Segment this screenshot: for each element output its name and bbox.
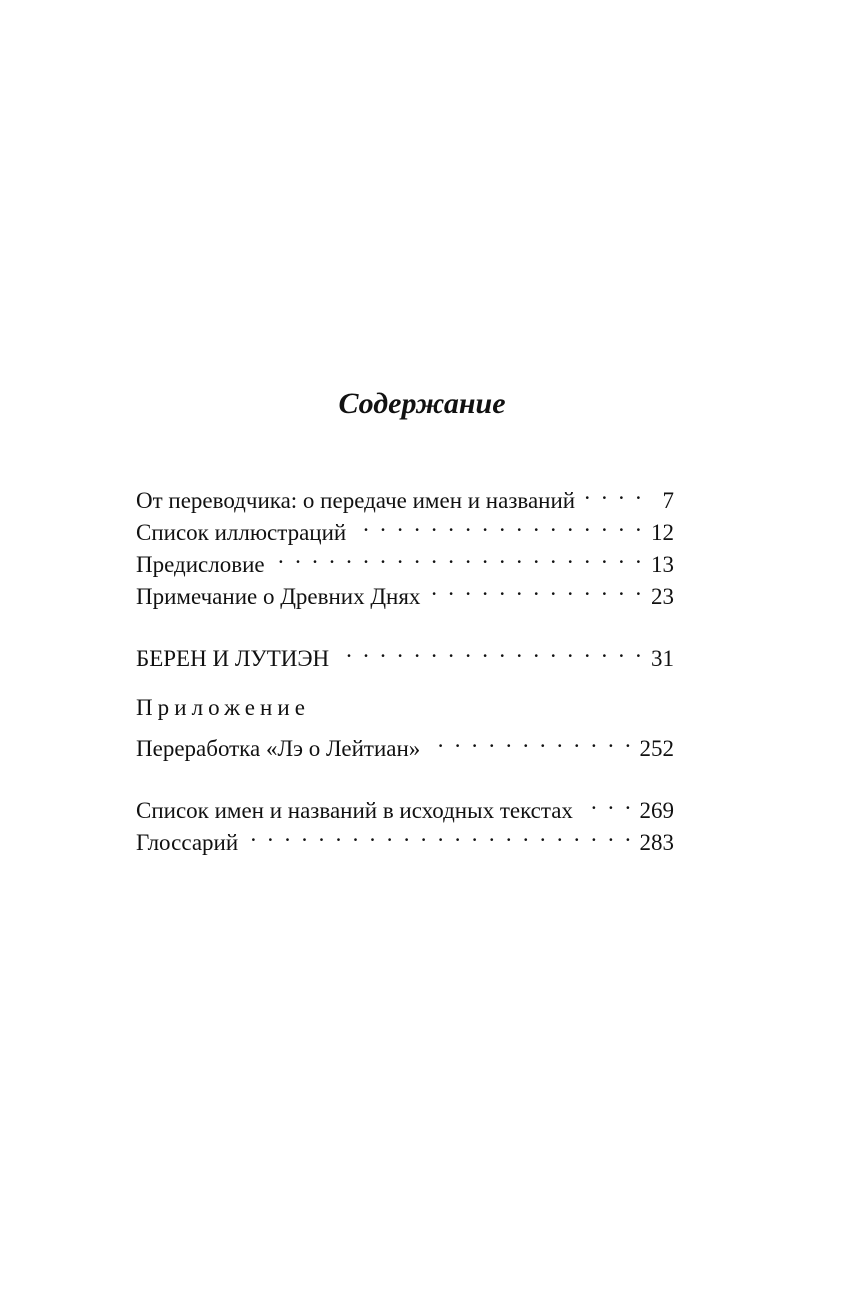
- dot-leader: [426, 724, 633, 756]
- toc-entry-page: 283: [639, 830, 674, 855]
- dot-leader: [426, 572, 644, 604]
- toc-entry-label: Примечание о Древних Днях: [136, 584, 421, 609]
- toc-entry-label: Список имен и названий в исходных текстах: [136, 798, 573, 823]
- page-title: Содержание: [338, 387, 506, 420]
- toc-entry-label: Список иллюстраций: [136, 520, 347, 545]
- toc-main-text: [136, 634, 674, 671]
- dot-leader: [581, 476, 644, 508]
- toc-entry-page: 23: [651, 584, 674, 609]
- toc-entry-lay-of-leithian: [136, 724, 674, 761]
- dot-leader: [352, 508, 644, 540]
- toc-entry-label: БЕРЕН И ЛУТИЭН: [136, 646, 330, 671]
- toc-entry-page: 13: [651, 552, 674, 577]
- table-of-contents: [136, 476, 674, 855]
- toc-entry-label: Переработка «Лэ о Лейтиан»: [136, 736, 421, 761]
- toc-back-matter: [136, 786, 674, 855]
- toc-entry-page: 252: [639, 736, 674, 761]
- toc-entry-page: 7: [662, 488, 674, 513]
- toc-front-matter: [136, 476, 674, 609]
- toc-entry-label: От переводчика: о передаче имен и названий: [136, 488, 576, 513]
- toc-entry-page: 269: [639, 798, 674, 823]
- toc-appendix: [136, 692, 674, 761]
- toc-entry-beren-and-luthien: [136, 634, 674, 671]
- dot-leader: [244, 818, 633, 850]
- toc-entry-translator-note: [136, 476, 674, 513]
- toc-entry-page: 31: [651, 646, 674, 671]
- dot-leader: [335, 634, 644, 666]
- appendix-heading: Приложение: [136, 695, 311, 720]
- dot-leader: [271, 540, 644, 572]
- toc-entry-page: 12: [651, 520, 674, 545]
- toc-entry-label: Предисловие: [136, 552, 265, 577]
- dot-leader: [579, 786, 634, 818]
- toc-entry-label: Глоссарий: [136, 830, 239, 855]
- toc-entry-names-list: [136, 786, 674, 823]
